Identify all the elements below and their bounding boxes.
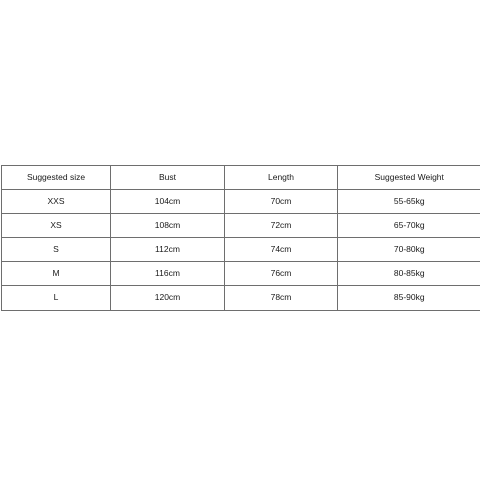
cell-bust: 108cm [111, 214, 225, 238]
cell-bust: 120cm [111, 286, 225, 311]
cell-length: 72cm [225, 214, 338, 238]
cell-size: XS [2, 214, 111, 238]
cell-size: XXS [2, 190, 111, 214]
table-row [2, 214, 480, 238]
cell-length: 74cm [225, 238, 338, 262]
header-suggested-size: Suggested size [2, 166, 111, 190]
table-header-row [2, 166, 480, 190]
table-row [2, 262, 480, 286]
cell-weight: 70-80kg [338, 238, 480, 262]
header-suggested-weight: Suggested Weight [338, 166, 480, 190]
cell-bust: 104cm [111, 190, 225, 214]
cell-bust: 112cm [111, 238, 225, 262]
table-row [2, 238, 480, 262]
cell-size: M [2, 262, 111, 286]
header-length: Length [225, 166, 338, 190]
cell-bust: 116cm [111, 262, 225, 286]
cell-weight: 85-90kg [338, 286, 480, 311]
cell-length: 76cm [225, 262, 338, 286]
cell-weight: 55-65kg [338, 190, 480, 214]
header-bust: Bust [111, 166, 225, 190]
table-row [2, 286, 480, 311]
cell-length: 70cm [225, 190, 338, 214]
cell-weight: 65-70kg [338, 214, 480, 238]
cell-weight: 80-85kg [338, 262, 480, 286]
cell-length: 78cm [225, 286, 338, 311]
table-row [2, 190, 480, 214]
size-chart-table [1, 165, 480, 311]
cell-size: L [2, 286, 111, 311]
cell-size: S [2, 238, 111, 262]
